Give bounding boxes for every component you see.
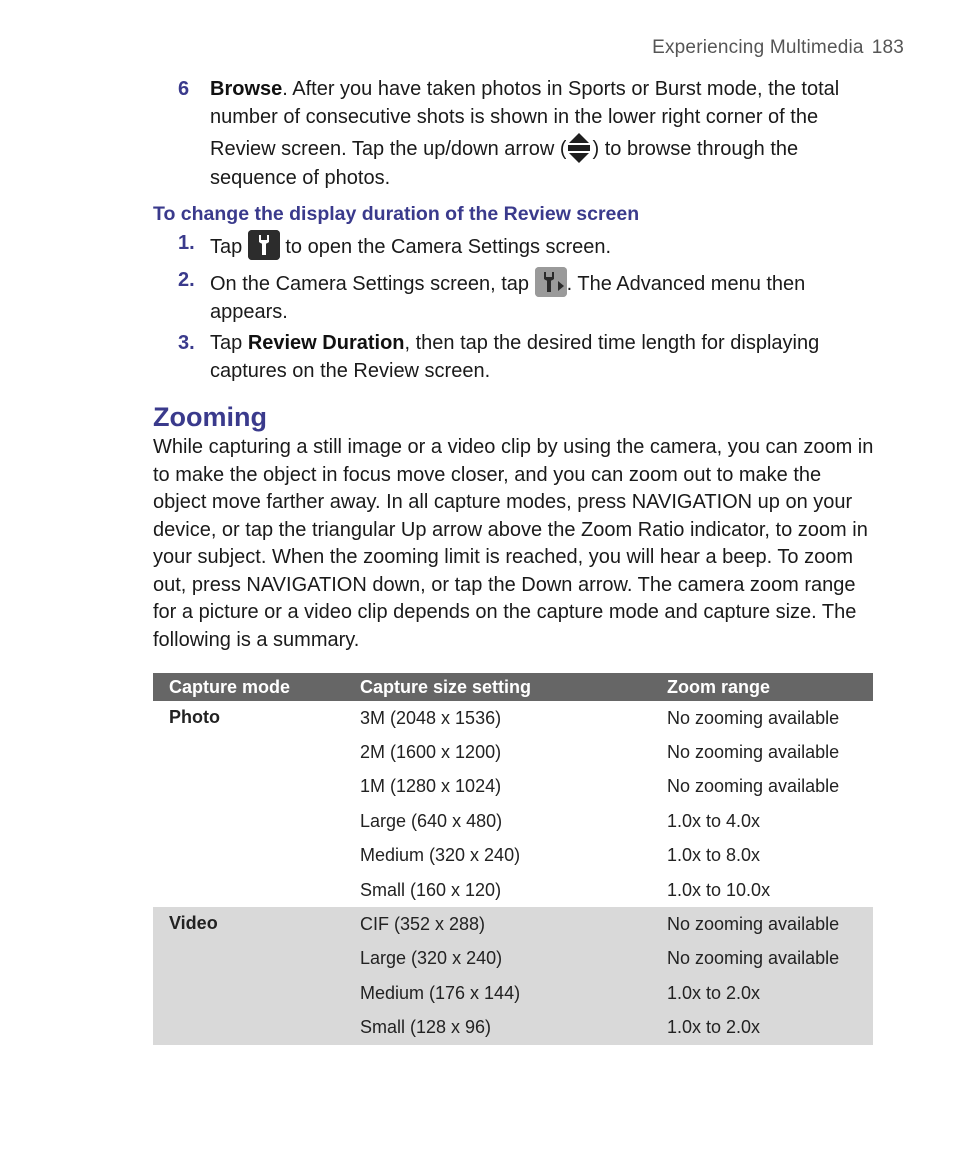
capture-size-cell: 2M (1600 x 1200) bbox=[360, 742, 502, 763]
capture-size-cell: 1M (1280 x 1024) bbox=[360, 776, 502, 797]
zoom-range-cell: 1.0x to 8.0x bbox=[667, 845, 761, 866]
capture-size-cell: Large (640 x 480) bbox=[360, 810, 503, 831]
zoom-range-cell: No zooming available bbox=[667, 776, 840, 797]
table-header-row bbox=[153, 673, 873, 701]
procedure-heading: To change the display duration of the Review screen bbox=[153, 203, 640, 225]
section-name: Experiencing Multimedia bbox=[652, 37, 864, 58]
column-header: Capture mode bbox=[153, 673, 344, 701]
capture-size-cell: Small (128 x 96) bbox=[344, 1011, 651, 1045]
zoom-range-cell: No zooming available bbox=[667, 742, 840, 763]
capture-size-cell: 3M (2048 x 1536) bbox=[360, 707, 502, 728]
zoom-range-cell: No zooming available bbox=[651, 907, 873, 941]
step-text bbox=[210, 230, 874, 262]
capture-mode-cell: Video bbox=[153, 907, 344, 1045]
zoom-range-table bbox=[153, 673, 873, 1045]
step-text-part: . After you have taken photos in Sports or Burst mode, the total number of consecutive shots is shown in the lower right corner of the Review screen. Tap the up/down arrow ( bbox=[210, 78, 840, 160]
capture-size-cell: Small (160 x 120) bbox=[360, 879, 502, 900]
section-title: Zooming bbox=[153, 402, 267, 432]
zoom-range-cell: No zooming available bbox=[667, 707, 840, 728]
capture-size-cell: Large (320 x 240) bbox=[344, 942, 651, 976]
column-header: Capture size setting bbox=[344, 673, 651, 701]
zoom-range-cell: 1.0x to 2.0x bbox=[651, 976, 873, 1010]
step-number: 6 bbox=[178, 78, 190, 100]
step-text-part: Tap bbox=[210, 332, 248, 354]
table-row bbox=[153, 701, 873, 735]
step-keyword: Review Duration bbox=[247, 332, 405, 354]
step-text-part: , then tap the desired time length for displaying captures on the Review screen. bbox=[210, 332, 820, 382]
step-number: 2. bbox=[178, 269, 195, 291]
advanced-settings-icon bbox=[535, 267, 567, 297]
step-text-part: Tap bbox=[210, 236, 248, 258]
step-keyword: Browse bbox=[210, 78, 283, 100]
capture-mode-cell: Photo bbox=[169, 707, 220, 727]
up-down-arrow-icon bbox=[566, 131, 592, 165]
step-number: 1. bbox=[178, 232, 195, 254]
zoom-range-cell: 1.0x to 2.0x bbox=[651, 1011, 873, 1045]
step-text-part: . The Advanced menu then appears. bbox=[210, 273, 806, 323]
capture-size-cell: Medium (320 x 240) bbox=[360, 845, 521, 866]
zooming-paragraph: While capturing a still image or a video clip by using the camera, you can zoom in to make the object in focus move closer, and you can zoom out to make the object move farther away. In all capture modes, press NAVIGATION up on your device, or tap the triangular Up arrow above the Zoom Ratio indicator, to zoom in your subject. When the zooming limit is reached, you will hear a beep. To zoom out, press NAVIGATION down, or tap the Down arrow. The camera zoom range for a picture or a video clip depends on the capture mode and capture size. The following is a summary. bbox=[153, 436, 874, 651]
page-header bbox=[652, 37, 904, 59]
step-text bbox=[210, 76, 874, 193]
zoom-range-cell: No zooming available bbox=[651, 942, 873, 976]
step-text-part: to open the Camera Settings screen. bbox=[279, 236, 612, 258]
step-text bbox=[210, 330, 874, 385]
capture-size-cell: Medium (176 x 144) bbox=[344, 976, 651, 1010]
step-text-part: On the Camera Settings screen, tap bbox=[210, 273, 535, 295]
column-header: Zoom range bbox=[651, 673, 873, 701]
page-number: 183 bbox=[871, 37, 904, 58]
step-text bbox=[210, 267, 874, 326]
table-row bbox=[153, 907, 873, 941]
zoom-range-cell: 1.0x to 4.0x bbox=[667, 810, 761, 831]
camera-settings-icon bbox=[248, 230, 280, 260]
capture-size-cell: CIF (352 x 288) bbox=[344, 907, 651, 941]
step-text-part: ) to browse through the sequence of photos. bbox=[210, 138, 799, 189]
step-number: 3. bbox=[178, 332, 195, 354]
zoom-range-cell: 1.0x to 10.0x bbox=[667, 879, 771, 900]
